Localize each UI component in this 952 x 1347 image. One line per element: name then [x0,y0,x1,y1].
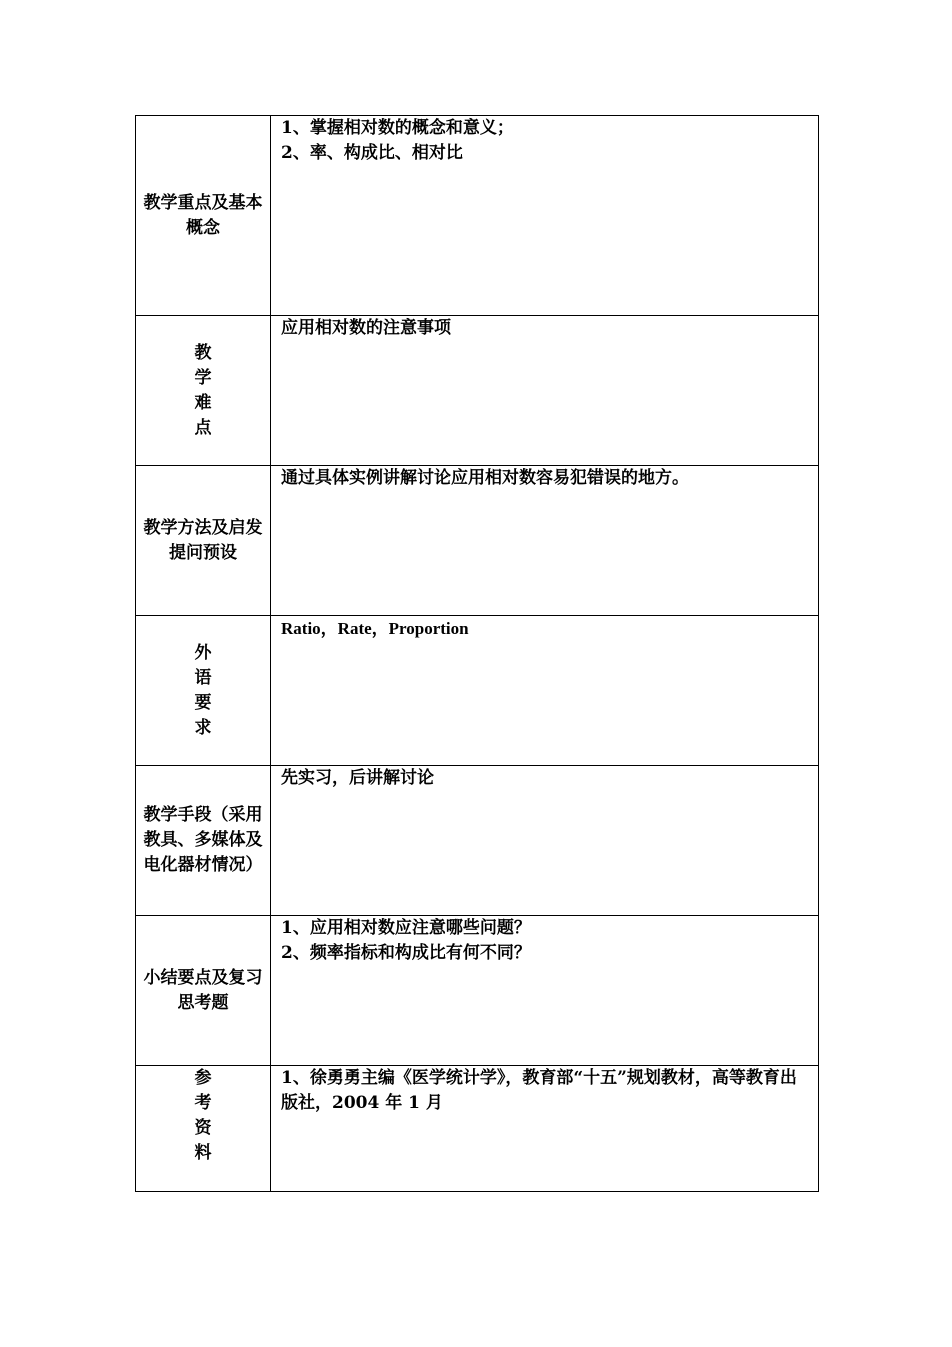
label-cell-teaching-methods [136,466,271,616]
content-line: 通过具体实例讲解讨论应用相对数容易犯错误的地方。 [281,468,689,488]
content-line: 1、应用相对数应注意哪些问题？ [281,918,531,938]
table-row-key-points [136,116,819,316]
row-label-key-points: 教学重点及基本概念 [143,192,263,238]
content-line: Ratio，Rate，Proportion [281,619,469,638]
content-line: 先实习，后讲解讨论 [281,768,434,788]
table-row-difficulties [136,316,819,466]
table-row-teaching-methods [136,466,819,616]
content-cell-references [271,1066,819,1192]
row-label-summary: 小结要点及复习思考题 [143,967,263,1013]
label-cell-teaching-means [136,766,271,916]
table-row-foreign-language [136,616,819,766]
row-label-references: 参考资料 [194,1068,212,1163]
content-cell-teaching-methods [271,466,819,616]
table-row-references [136,1066,819,1192]
content-cell-teaching-means [271,766,819,916]
content-line: 1、掌握相对数的概念和意义； [281,118,514,138]
content-line: 2、频率指标和构成比有何不同？ [281,943,531,963]
content-cell-foreign-language [271,616,819,766]
label-cell-foreign-language [136,616,271,766]
content-cell-summary [271,916,819,1066]
label-cell-summary [136,916,271,1066]
label-cell-references [136,1066,271,1192]
content-cell-difficulties [271,316,819,466]
content-line: 1、徐勇勇主编《医学统计学》，教育部“十五”规划教材，高等教育出版社，2004 年 1 月 [281,1068,797,1113]
content-line: 2、率、构成比、相对比 [281,143,463,163]
table-row-teaching-means [136,766,819,916]
row-label-difficulties: 教学难点 [194,342,212,438]
label-cell-key-points [136,116,271,316]
lesson-plan-table [135,115,819,1192]
table-row-summary [136,916,819,1066]
content-line: 应用相对数的注意事项 [281,318,451,338]
row-label-foreign-language: 外语要求 [194,642,212,738]
row-label-teaching-methods: 教学方法及启发提问预设 [143,517,263,563]
row-label-teaching-means: 教学手段（采用教具、多媒体及电化器材情况） [143,805,263,875]
content-cell-key-points [271,116,819,316]
label-cell-difficulties [136,316,271,466]
